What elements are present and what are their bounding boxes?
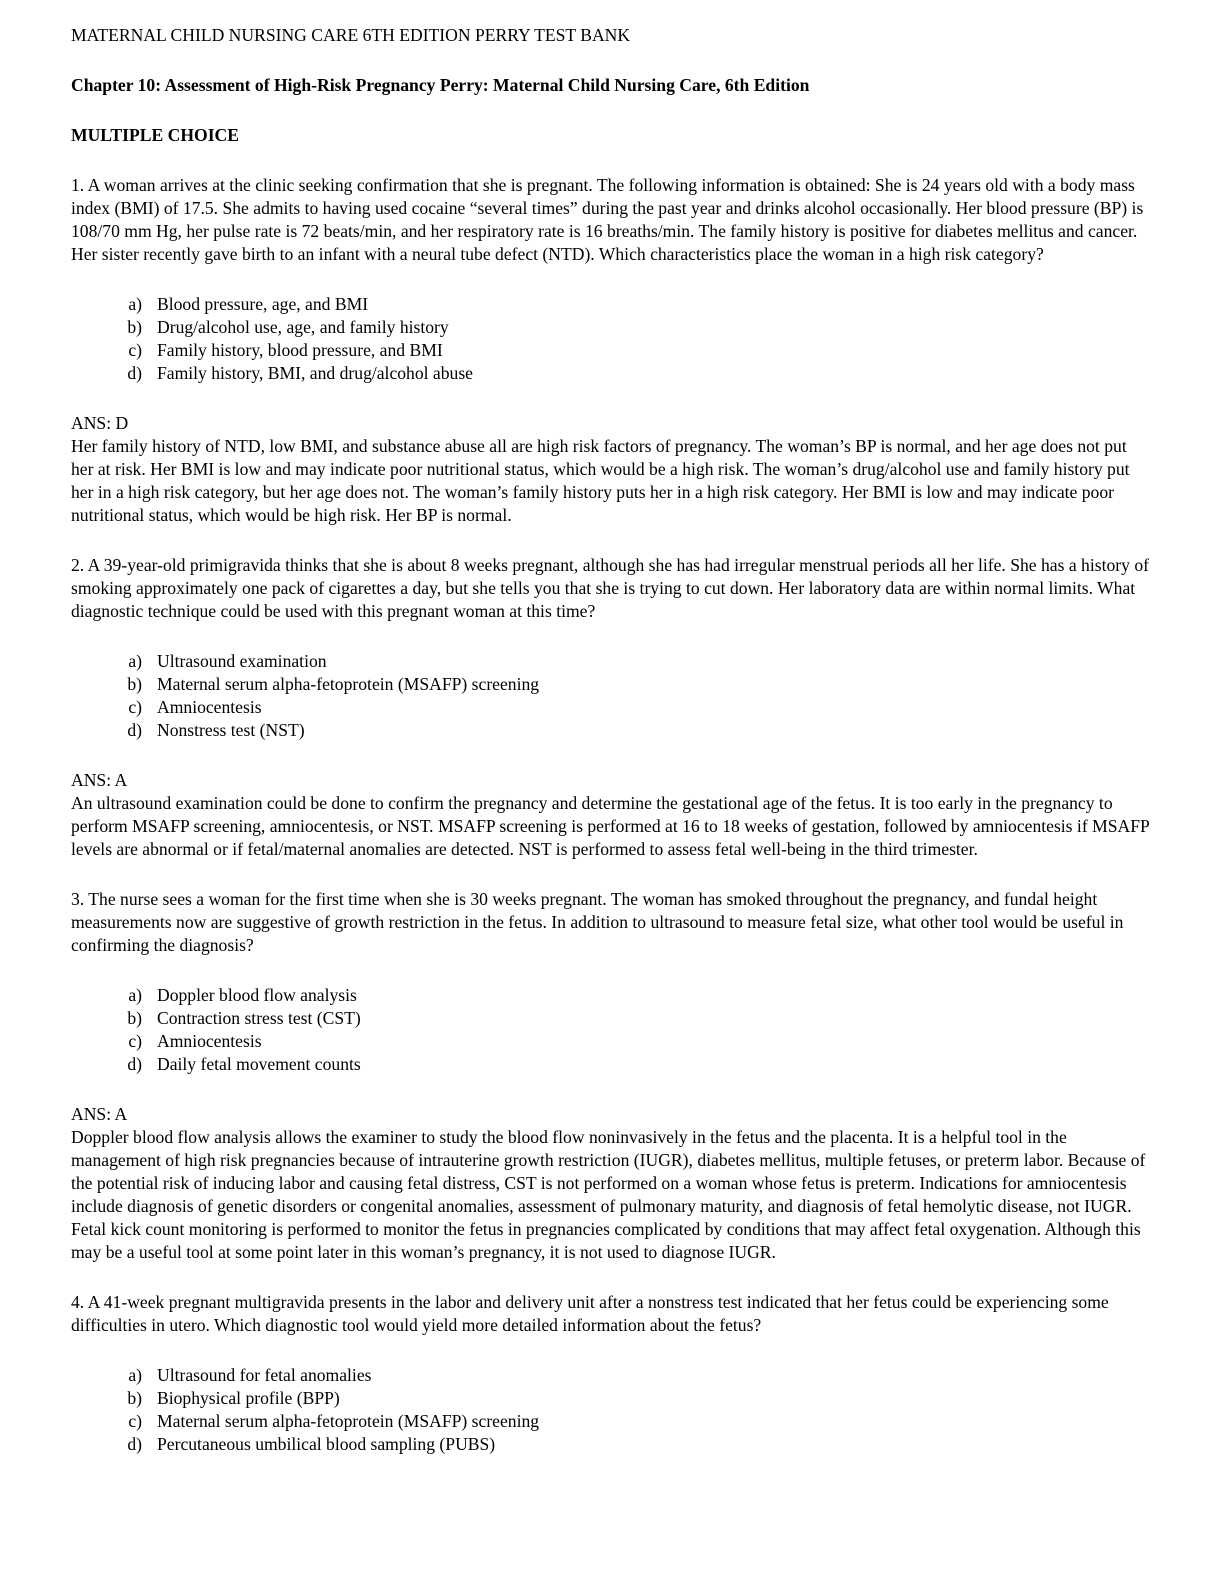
option-letter: c) <box>128 340 142 360</box>
question-block <box>71 888 1151 1264</box>
option-item <box>71 293 1151 316</box>
option-item <box>71 673 1151 696</box>
option-letter: d) <box>127 720 142 740</box>
option-letter: a) <box>128 1365 142 1385</box>
answer-rationale: Doppler blood flow analysis allows the examiner to study the blood flow noninvasively in the fetus and the placenta. It is a helpful tool in the management of high risk pregnancies because of intrauterine growth restriction (IUGR), diabetes mellitus, multiple fetuses, or preterm labor. Because of the potential risk of inducing labor and causing fetal distress, CST is not performed on a woman whose fetus is preterm. Indications for amniocentesis include diagnosis of genetic disorders or congenital anomalies, assessment of pulmonary maturity, and diagnosis of fetal hemolytic disease, not IUGR. Fetal kick count monitoring is performed to monitor the fetus in pregnancies complicated by conditions that may affect fetal oxygenation. Although this may be a useful tool at some point later in this woman’s pregnancy, it is not used to diagnose IUGR. <box>71 1127 1146 1262</box>
question-stem: 4. A 41-week pregnant multigravida presents in the labor and delivery unit after a nonstress test indicated that her fetus could be experiencing some difficulties in utero. Which diagnostic tool would yield more detailed information about the fetus? <box>71 1292 1109 1335</box>
answer-key: ANS: D <box>71 413 129 433</box>
option-letter: b) <box>127 317 142 337</box>
option-text: Amniocentesis <box>157 697 262 717</box>
chapter-heading: Chapter 10: Assessment of High-Risk Pregnancy Perry: Maternal Child Nursing Care, 6th Edition <box>71 75 810 95</box>
question-block <box>71 174 1151 527</box>
answer-key: ANS: A <box>71 1104 128 1124</box>
option-text: Maternal serum alpha-fetoprotein (MSAFP) screening <box>157 1411 540 1431</box>
option-text: Drug/alcohol use, age, and family history <box>157 317 449 337</box>
option-item <box>71 719 1151 742</box>
option-text: Nonstress test (NST) <box>157 720 305 740</box>
option-text: Ultrasound examination <box>157 651 327 671</box>
option-item <box>71 696 1151 719</box>
option-text: Biophysical profile (BPP) <box>157 1388 340 1408</box>
answer-options <box>71 293 1151 385</box>
option-text: Amniocentesis <box>157 1031 262 1051</box>
option-letter: b) <box>127 1008 142 1028</box>
option-letter: b) <box>127 674 142 694</box>
answer-options <box>71 650 1151 742</box>
option-letter: a) <box>128 985 142 1005</box>
option-item <box>71 1433 1151 1456</box>
option-item <box>71 1387 1151 1410</box>
answer-key: ANS: A <box>71 770 128 790</box>
option-text: Percutaneous umbilical blood sampling (PUBS) <box>157 1434 496 1454</box>
option-item <box>71 362 1151 385</box>
option-item <box>71 650 1151 673</box>
section-heading: MULTIPLE CHOICE <box>71 125 239 145</box>
option-letter: d) <box>127 363 142 383</box>
question-block <box>71 554 1151 861</box>
option-item <box>71 1007 1151 1030</box>
option-text: Doppler blood flow analysis <box>157 985 357 1005</box>
option-letter: c) <box>128 697 142 717</box>
option-item <box>71 1410 1151 1433</box>
option-item <box>71 1030 1151 1053</box>
option-item <box>71 1364 1151 1387</box>
option-text: Family history, blood pressure, and BMI <box>157 340 443 360</box>
document-title: MATERNAL CHILD NURSING CARE 6TH EDITION PERRY TEST BANK <box>71 25 631 45</box>
option-letter: c) <box>128 1411 142 1431</box>
question-stem: 3. The nurse sees a woman for the first time when she is 30 weeks pregnant. The woman has smoked throughout the pregnancy, and fundal height measurements now are suggestive of growth restriction in the fetus. In addition to ultrasound to measure fetal size, what other tool would be useful in confirming the diagnosis? <box>71 889 1124 955</box>
option-letter: d) <box>127 1054 142 1074</box>
option-item <box>71 339 1151 362</box>
option-text: Contraction stress test (CST) <box>157 1008 361 1028</box>
answer-options <box>71 1364 1151 1456</box>
option-letter: b) <box>127 1388 142 1408</box>
option-text: Family history, BMI, and drug/alcohol abuse <box>157 363 473 383</box>
option-letter: a) <box>128 294 142 314</box>
option-item <box>71 984 1151 1007</box>
option-item <box>71 1053 1151 1076</box>
question-stem: 1. A woman arrives at the clinic seeking confirmation that she is pregnant. The following information is obtained: She is 24 years old with a body mass index (BMI) of 17.5. She admits to having used cocaine “several times” during the past year and drinks alcohol occasionally. Her blood pressure (BP) is 108/70 mm Hg, her pulse rate is 72 beats/min, and her respiratory rate is 16 breaths/min. The family history is positive for diabetes mellitus and cancer. Her sister recently gave birth to an infant with a neural tube defect (NTD). Which characteristics place the woman in a high risk category? <box>71 175 1144 264</box>
question-stem: 2. A 39-year-old primigravida thinks that she is about 8 weeks pregnant, although she has had irregular menstrual periods all her life. She has a history of smoking approximately one pack of cigarettes a day, but she tells you that she is trying to cut down. Her laboratory data are within normal limits. What diagnostic technique could be used with this pregnant woman at this time? <box>71 555 1149 621</box>
document-page <box>71 24 1151 1456</box>
option-text: Ultrasound for fetal anomalies <box>157 1365 372 1385</box>
option-text: Maternal serum alpha-fetoprotein (MSAFP) screening <box>157 674 540 694</box>
option-text: Blood pressure, age, and BMI <box>157 294 369 314</box>
answer-options <box>71 984 1151 1076</box>
option-letter: c) <box>128 1031 142 1051</box>
answer-rationale: An ultrasound examination could be done to confirm the pregnancy and determine the gestational age of the fetus. It is too early in the pregnancy to perform MSAFP screening, amniocentesis, or NST. MSAFP screening is performed at 16 to 18 weeks of gestation, followed by amniocentesis if MSAFP levels are abnormal or if fetal/maternal anomalies are detected. NST is performed to assess fetal well-being in the third trimester. <box>71 793 1150 859</box>
option-letter: a) <box>128 651 142 671</box>
answer-rationale: Her family history of NTD, low BMI, and substance abuse all are high risk factors of pregnancy. The woman’s BP is normal, and her age does not put her at risk. Her BMI is low and may indicate poor nutritional status, which would be a high risk. The woman’s drug/alcohol use and family history put her in a high risk category, but her age does not. The woman’s family history puts her in a high risk category. Her BMI is low and may indicate poor nutritional status, which would be high risk. Her BP is normal. <box>71 436 1130 525</box>
option-item <box>71 316 1151 339</box>
option-letter: d) <box>127 1434 142 1454</box>
question-block <box>71 1291 1151 1456</box>
option-text: Daily fetal movement counts <box>157 1054 361 1074</box>
